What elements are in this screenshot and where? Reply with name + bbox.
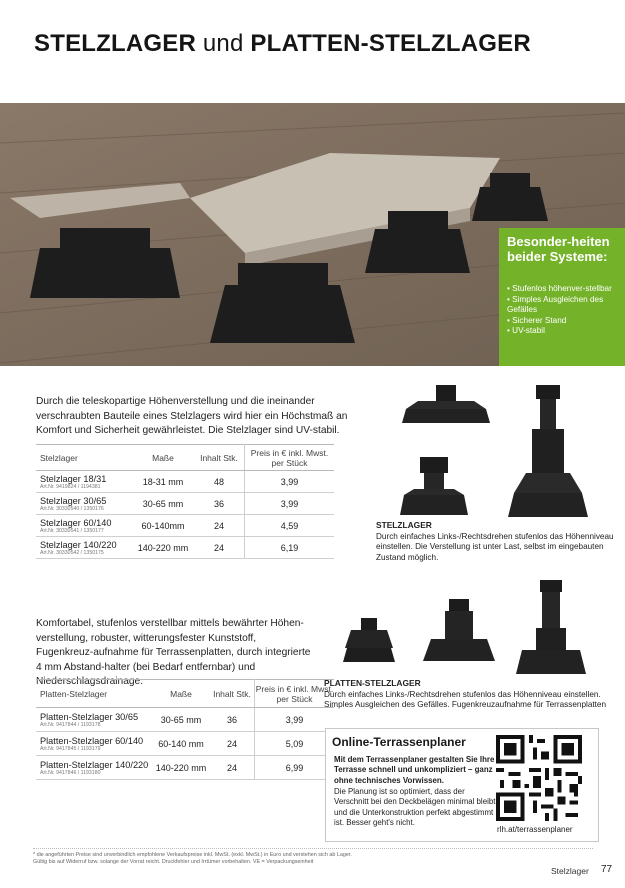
stelzlager-caption-text: Durch einfaches Links-/Rechtsdrehen stufenlos das Höhenniveau einstellen. Die Verstellung ist unter Last, selbst im eingebauten Zustand möglich. — [376, 531, 614, 562]
stelzlager-intro: Durch die teleskopartige Höhenverstellung und die ineinander verschraubten Bauteile eines Stelzlagers wird hier ein Höchstmaß an Komfort und Sicherheit gewährleistet. Die Stelzlager sind UV-stabil. — [36, 396, 348, 437]
product-name: Stelzlager 30/65 — [40, 495, 107, 506]
product-name: Platten-Stelzlager 140/220 — [40, 759, 149, 770]
table-row — [36, 708, 334, 732]
stelzlager-caption-title: STELZLAGER — [376, 520, 432, 530]
col-header-qty: Inhalt Stk. — [210, 680, 255, 708]
article-number: Art.Nr. 30330540 / 1350176 — [40, 505, 104, 512]
size-cell: 140-220 mm — [132, 537, 194, 559]
online-planner-text: Die Planung ist so optimiert, dass der Verschnitt bei den Deckbelägen minimal bleibt und die Unterkonstruktion perfekt abgestimmt ist. Besser geht's nicht. — [334, 787, 496, 827]
footer-line-2: Gültig bis auf Widerruf bzw. solange der Vorrat reicht. Druckfehler und Irrtümer vorbehalten. VE = Verpackungseinheit — [33, 859, 314, 866]
table-row — [36, 732, 334, 756]
page-title — [34, 30, 531, 58]
feature-item: • Sicherer Stand — [507, 316, 623, 327]
page-number: 77 — [601, 864, 613, 875]
col-header-qty: Inhalt Stk. — [194, 445, 245, 471]
title-part-2: und — [202, 30, 244, 57]
platten-caption — [324, 678, 614, 711]
product-name: Stelzlager 60/140 — [40, 517, 112, 528]
footer-divider — [33, 848, 593, 849]
platten-tall-image — [516, 578, 586, 678]
size-cell: 60-140mm — [132, 515, 194, 537]
platten-caption-title: PLATTEN-STELZLAGER — [324, 678, 421, 688]
platten-table — [36, 679, 334, 780]
qty-cell: 24 — [210, 756, 255, 780]
table-row — [36, 493, 334, 515]
stelzlager-table — [36, 444, 334, 559]
stelzlager-small-image — [398, 383, 494, 435]
qr-code-image[interactable] — [496, 735, 582, 821]
product-name: Platten-Stelzlager 30/65 — [40, 711, 139, 722]
feature-item: • UV-stabil — [507, 326, 623, 337]
platten-medium-image — [419, 597, 499, 677]
price-cell: 3,99 — [245, 471, 335, 493]
table-row — [36, 537, 334, 559]
product-name: Stelzlager 140/220 — [40, 539, 117, 550]
platten-caption-text: Durch einfaches Links-/Rechtsdrehen stufenlos das Höhenniveau einstellen. Simples Ausgleichen des Gefälles. Fugenkreuzaufnahme für Terrassenplatten — [324, 689, 607, 710]
price-cell: 6,99 — [255, 756, 335, 780]
planner-url[interactable]: rlh.at/terrassenplaner — [497, 825, 573, 834]
stelzlager-medium-image — [398, 455, 470, 521]
table-row — [36, 756, 334, 780]
product-name: Stelzlager 18/31 — [40, 473, 107, 484]
price-cell: 3,99 — [255, 708, 335, 732]
col-header-name: Platten-Stelzlager — [36, 680, 152, 708]
qty-cell: 36 — [210, 708, 255, 732]
price-cell: 3,99 — [245, 493, 335, 515]
product-name: Platten-Stelzlager 60/140 — [40, 735, 144, 746]
platten-small-image — [343, 612, 395, 672]
article-number: Art.Nr. 30330541 / 1350177 — [40, 527, 104, 534]
stelzlager-tall-image — [506, 383, 590, 523]
online-planner-bold-text: Mit dem Terrassenplaner gestalten Sie Ihre Terrasse schnell und unkompliziert – ganz ohne technisches Vorwissen. — [334, 755, 495, 785]
price-cell: 5,09 — [255, 732, 335, 756]
features-heading: Besonder-heiten beider Systeme: — [507, 234, 610, 264]
footer-line-1: * die angeführten Preise sind unverbindlich empfohlene Verkaufspreise inkl. MwSt. (exkl. MwSt.) in Euro und verstehen sich ab Lager. — [33, 852, 352, 858]
col-header-price: Preis in € inkl. Mwst. per Stück — [245, 445, 335, 471]
col-header-size: Maße — [132, 445, 194, 471]
title-part-3: PLATTEN-STELZLAGER — [250, 30, 531, 57]
size-cell: 18-31 mm — [132, 471, 194, 493]
footer-disclaimer — [33, 852, 433, 867]
online-planner-heading: Online-Terrassenplaner — [332, 735, 466, 749]
stelzlager-caption — [376, 520, 616, 563]
article-number: Art.Nr. 9419824 / 1194381 — [40, 483, 101, 490]
features-box — [499, 228, 625, 366]
col-header-size: Maße — [152, 680, 210, 708]
qty-cell: 24 — [194, 537, 245, 559]
online-planner-box — [325, 728, 599, 842]
table-row — [36, 515, 334, 537]
qty-cell: 24 — [210, 732, 255, 756]
size-cell: 30-65 mm — [152, 708, 210, 732]
features-list — [507, 284, 623, 337]
price-cell: 4,59 — [245, 515, 335, 537]
size-cell: 30-65 mm — [132, 493, 194, 515]
col-header-name: Stelzlager — [36, 445, 132, 471]
article-number: Art.Nr. 9417845 / 1193179 — [40, 745, 101, 752]
title-part-1: STELZLAGER — [34, 30, 196, 57]
article-number: Art.Nr. 9417844 / 1193178 — [40, 721, 101, 728]
qty-cell: 24 — [194, 515, 245, 537]
size-cell: 140-220 mm — [152, 756, 210, 780]
footer-section-name: Stelzlager — [551, 866, 589, 876]
table-row — [36, 471, 334, 493]
size-cell: 60-140 mm — [152, 732, 210, 756]
platten-intro: Komfortabel, stufenlos verstellbar mittels bewährter Höhen-verstellung, robuster, witterungsfester Kunststoff, Fugenkreuz-aufnahme für Terrassenplatten, durch integrierte 4 mm Abstand-halter (bei Bedarf entfernbar) und Niederschlagsdrainage. — [36, 618, 311, 688]
article-number: Art.Nr. 30330542 / 1350175 — [40, 549, 104, 556]
col-header-price: Preis in € inkl. Mwst. per Stück — [255, 680, 335, 708]
qty-cell: 36 — [194, 493, 245, 515]
article-number: Art.Nr. 9417846 / 1193180 — [40, 769, 101, 776]
feature-item: • Simples Ausgleichen des Gefälles — [507, 295, 623, 316]
feature-item: • Stufenlos höhenver-stellbar — [507, 284, 623, 295]
price-cell: 6,19 — [245, 537, 335, 559]
qty-cell: 48 — [194, 471, 245, 493]
